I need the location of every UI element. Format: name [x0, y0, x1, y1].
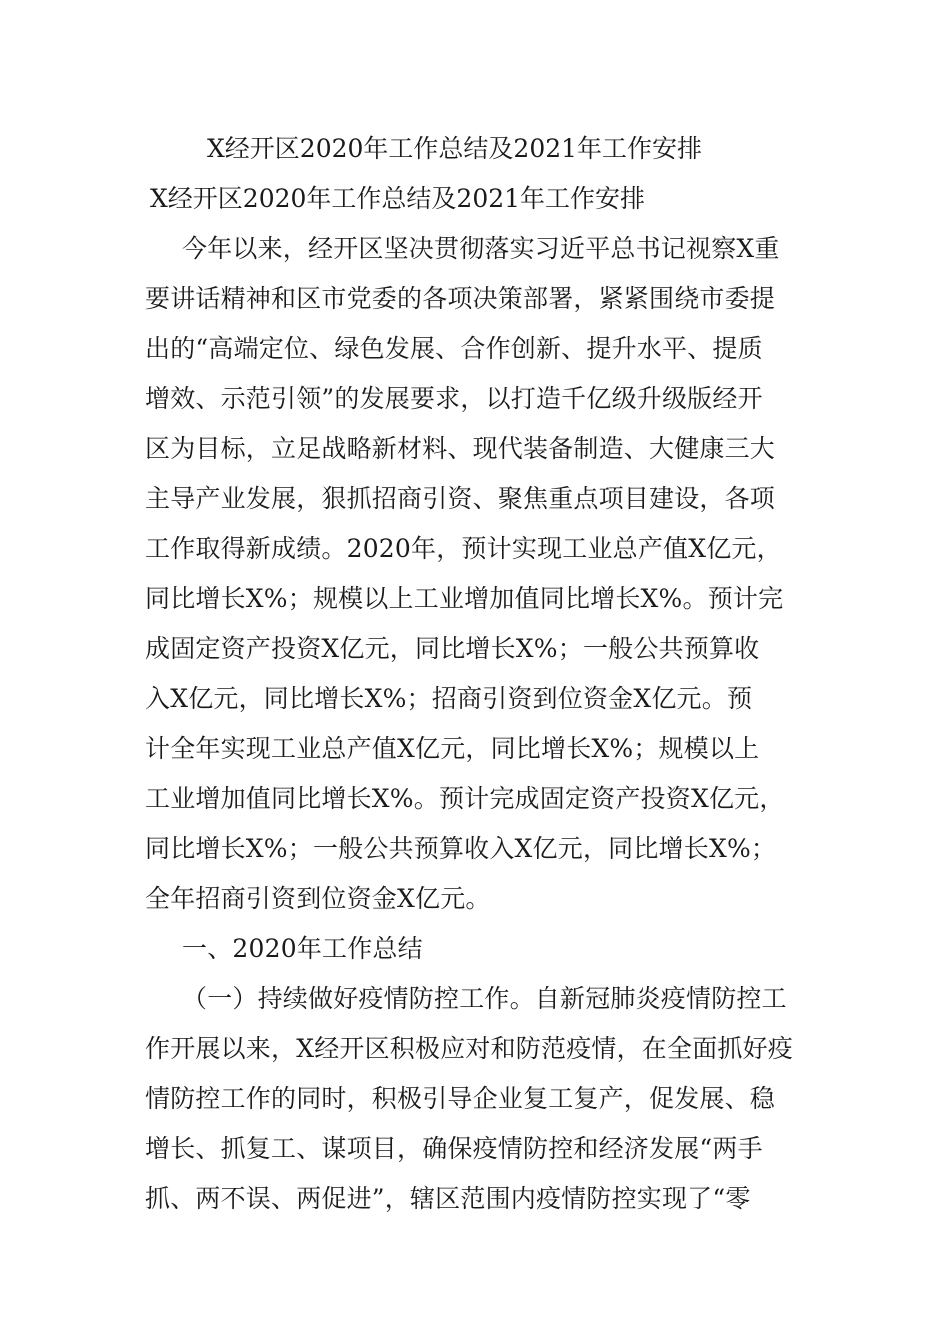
paragraph-line: 计全年实现工业总产值X亿元，同比增长X%；规模以上	[145, 734, 760, 763]
section-heading: 一、2020年工作总结	[182, 934, 423, 963]
paragraph-line: 抓、两不误、两促进”，辖区范围内疫情防控实现了“零	[145, 1184, 751, 1213]
paragraph-line: 出的“高端定位、绿色发展、合作创新、提升水平、提质	[145, 334, 763, 363]
paragraph-line: 全年招商引资到位资金X亿元。	[145, 884, 491, 913]
paragraph-line: 作开展以来，X经开区积极应对和防范疫情，在全面抓好疫	[145, 1034, 794, 1063]
document-title: X经开区2020年工作总结及2021年工作安排	[207, 134, 703, 163]
paragraph-line: 今年以来，经开区坚决贯彻落实习近平总书记视察X重	[182, 234, 780, 263]
paragraph-line: 要讲话精神和区市党委的各项决策部署，紧紧围绕市委提	[145, 284, 776, 313]
paragraph-line: 同比增长X%；一般公共预算收入X亿元，同比增长X%；	[145, 834, 777, 863]
document-subtitle: X经开区2020年工作总结及2021年工作安排	[150, 184, 646, 213]
paragraph-line: 工作取得新成绩。2020年，预计实现工业总产值X亿元，	[145, 534, 782, 563]
paragraph-line: 增长、抓复工、谋项目，确保疫情防控和经济发展“两手	[145, 1134, 763, 1163]
paragraph-line: 成固定资产投资X亿元，同比增长X%；一般公共预算收	[145, 634, 760, 663]
paragraph-line: 入X亿元，同比增长X%；招商引资到位资金X亿元。预	[145, 684, 753, 713]
paragraph-line: 情防控工作的同时，积极引导企业复工复产，促发展、稳	[145, 1084, 776, 1113]
paragraph-line: 工业增加值同比增长X%。预计完成固定资产投资X亿元，	[145, 784, 785, 813]
paragraph-line: （一）持续做好疫情防控工作。自新冠肺炎疫情防控工	[182, 984, 787, 1013]
paragraph-line: 区为目标，立足战略新材料、现代装备制造、大健康三大	[145, 434, 776, 463]
paragraph-line: 主导产业发展，狠抓招商引资、聚焦重点项目建设，各项	[145, 484, 776, 513]
paragraph-line: 同比增长X%；规模以上工业增加值同比增长X%。预计完	[145, 584, 784, 613]
paragraph-line: 增效、示范引领”的发展要求，以打造千亿级升级版经开	[145, 384, 763, 413]
